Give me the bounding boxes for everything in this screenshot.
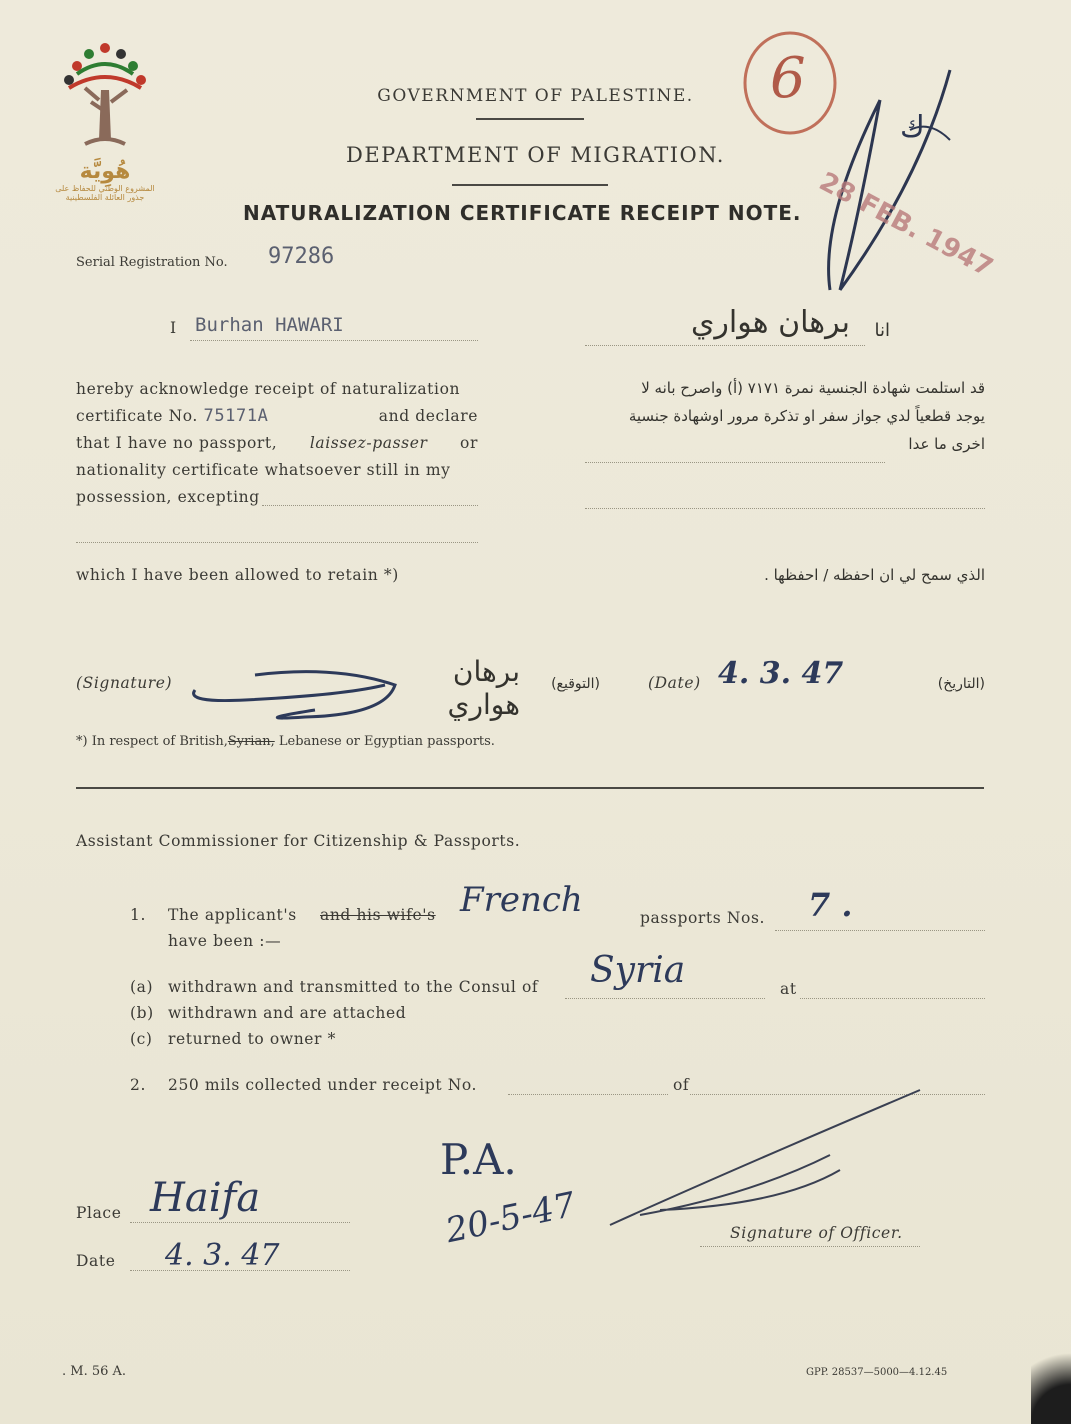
option-b-label: (b) — [130, 1004, 154, 1022]
english-line-3: that I have no passport, laissez-passer or — [76, 430, 478, 457]
arabic-blank-line-2 — [585, 508, 985, 509]
signature-date: 4. 3. 47 — [718, 656, 844, 691]
applicant-signature: برهان هواري — [447, 655, 520, 721]
place-line — [130, 1222, 350, 1223]
heading-rule-1 — [476, 118, 584, 120]
certificate-label: certificate No. — [76, 407, 198, 425]
pa-date: 20-5-47 — [442, 1184, 579, 1252]
pa-annotation: P.A. — [440, 1135, 517, 1184]
office-date-value: 4. 3. 47 — [165, 1238, 280, 1273]
addressee: Assistant Commissioner for Citizenship & Passports. — [76, 832, 521, 850]
blank-line-left — [76, 542, 478, 543]
passport-numbers: 7 . — [808, 886, 853, 924]
struck-syrian: Syrian, — [227, 734, 275, 749]
english-line-5: possession, excepting — [76, 488, 260, 506]
excepting-line — [262, 505, 478, 506]
printer-code: GPP. 28537—5000—4.12.45 — [806, 1367, 948, 1378]
circled-number: 6 — [770, 46, 806, 111]
officer-label: Signature of Officer. — [730, 1224, 903, 1242]
declarant-name: Burhan HAWARI — [195, 314, 344, 336]
option-a-label: (a) — [130, 978, 154, 996]
heading-rule-2 — [452, 184, 608, 186]
serial-value: 97286 — [268, 244, 335, 269]
office-date-line — [130, 1270, 350, 1271]
scan-edge-shadow — [1031, 1334, 1071, 1424]
place-value: Haifa — [150, 1175, 261, 1221]
received-date-stamp: 28 FEB. 1947 — [814, 166, 998, 284]
certificate-number: 75171A — [203, 406, 269, 426]
arabic-declaration — [585, 374, 985, 458]
department-heading: DEPARTMENT OF MIGRATION. — [346, 143, 725, 167]
declarant-arabic-line — [585, 345, 865, 346]
logo-tagline-1: المشروع الوطني للحفاظ على — [55, 184, 155, 193]
section-divider — [76, 787, 984, 789]
item-1-line-2: have been :— — [168, 932, 282, 950]
declare-text: and declare — [378, 407, 478, 425]
government-heading: GOVERNMENT OF PALESTINE. — [377, 86, 694, 106]
arabic-line-1: قد استلمت شهادة الجنسية نمرة ٧١٧١ (أ) واصرح بانه لا — [641, 379, 985, 397]
signature-arabic-label: (التوقيع) — [551, 676, 600, 692]
passport-nationality: French — [460, 880, 583, 920]
serial-label: Serial Registration No. — [76, 255, 228, 270]
date-label: (Date) — [648, 674, 701, 692]
laissez-passer-text: laissez-passer — [309, 434, 428, 452]
form-title: NATURALIZATION CERTIFICATE RECEIPT NOTE. — [243, 201, 802, 225]
option-a-at: at — [780, 980, 797, 998]
option-a-text: withdrawn and transmitted to the Consul of — [168, 978, 539, 996]
item-1-number: 1. — [130, 906, 146, 924]
english-declaration — [76, 376, 478, 511]
place-label: Place — [76, 1204, 122, 1222]
option-b-text: withdrawn and are attached — [168, 1004, 407, 1022]
arabic-line-2: يوجد قطعياً لدي جواز سفر او تذكرة مرور اوشهادة جنسية — [628, 407, 985, 425]
date-arabic-label: (التاريخ) — [937, 676, 985, 692]
corner-arabic-mark: ك — [900, 110, 925, 145]
item-1-text-b: passports Nos. — [640, 909, 766, 927]
english-line-4: nationality certificate whatsoever still in my — [76, 461, 451, 479]
form-code: . M. 56 A. — [62, 1364, 127, 1379]
english-line-1: hereby acknowledge receipt of naturalization — [76, 380, 461, 398]
consul-line — [565, 998, 765, 999]
logo-tagline-2: جذور العائلة الفلسطينية — [65, 193, 145, 202]
office-date-label: Date — [76, 1252, 116, 1270]
declarant-arabic-name: برهان هواري — [690, 305, 850, 340]
arabic-line-3: اخرى ما عدا — [908, 435, 985, 453]
applicant-signature-stroke — [185, 655, 425, 725]
option-c-text: returned to owner * — [168, 1030, 336, 1048]
item-2-text: 250 mils collected under receipt No. — [168, 1076, 478, 1094]
logo-name: هُوِيَّة — [79, 159, 131, 184]
declarant-name-line — [190, 340, 478, 341]
item-1-text-a: The applicant's — [168, 906, 297, 924]
organization-logo — [55, 40, 155, 220]
retain-english: which I have been allowed to retain *) — [76, 566, 399, 584]
at-line — [800, 998, 985, 999]
option-c-label: (c) — [130, 1030, 153, 1048]
english-line-2 — [76, 403, 478, 430]
consul-country: Syria — [590, 950, 686, 991]
signature-label: (Signature) — [76, 674, 173, 692]
declarant-arabic-prefix: انا — [874, 320, 890, 341]
item-1-struck: and his wife's — [320, 906, 436, 924]
passport-numbers-line — [775, 930, 985, 931]
item-2-of: of — [673, 1076, 690, 1094]
officer-signature-stroke — [600, 1085, 930, 1235]
passport-footnote: *) In respect of British,Syrian, Lebanese or Egyptian passports. — [76, 734, 495, 749]
retain-arabic: الذي سمح لي ان احفظه / احفظها . — [764, 566, 985, 584]
declarant-prefix: I — [170, 319, 177, 337]
arabic-blank-line-1 — [585, 462, 885, 463]
item-2-number: 2. — [130, 1076, 146, 1094]
